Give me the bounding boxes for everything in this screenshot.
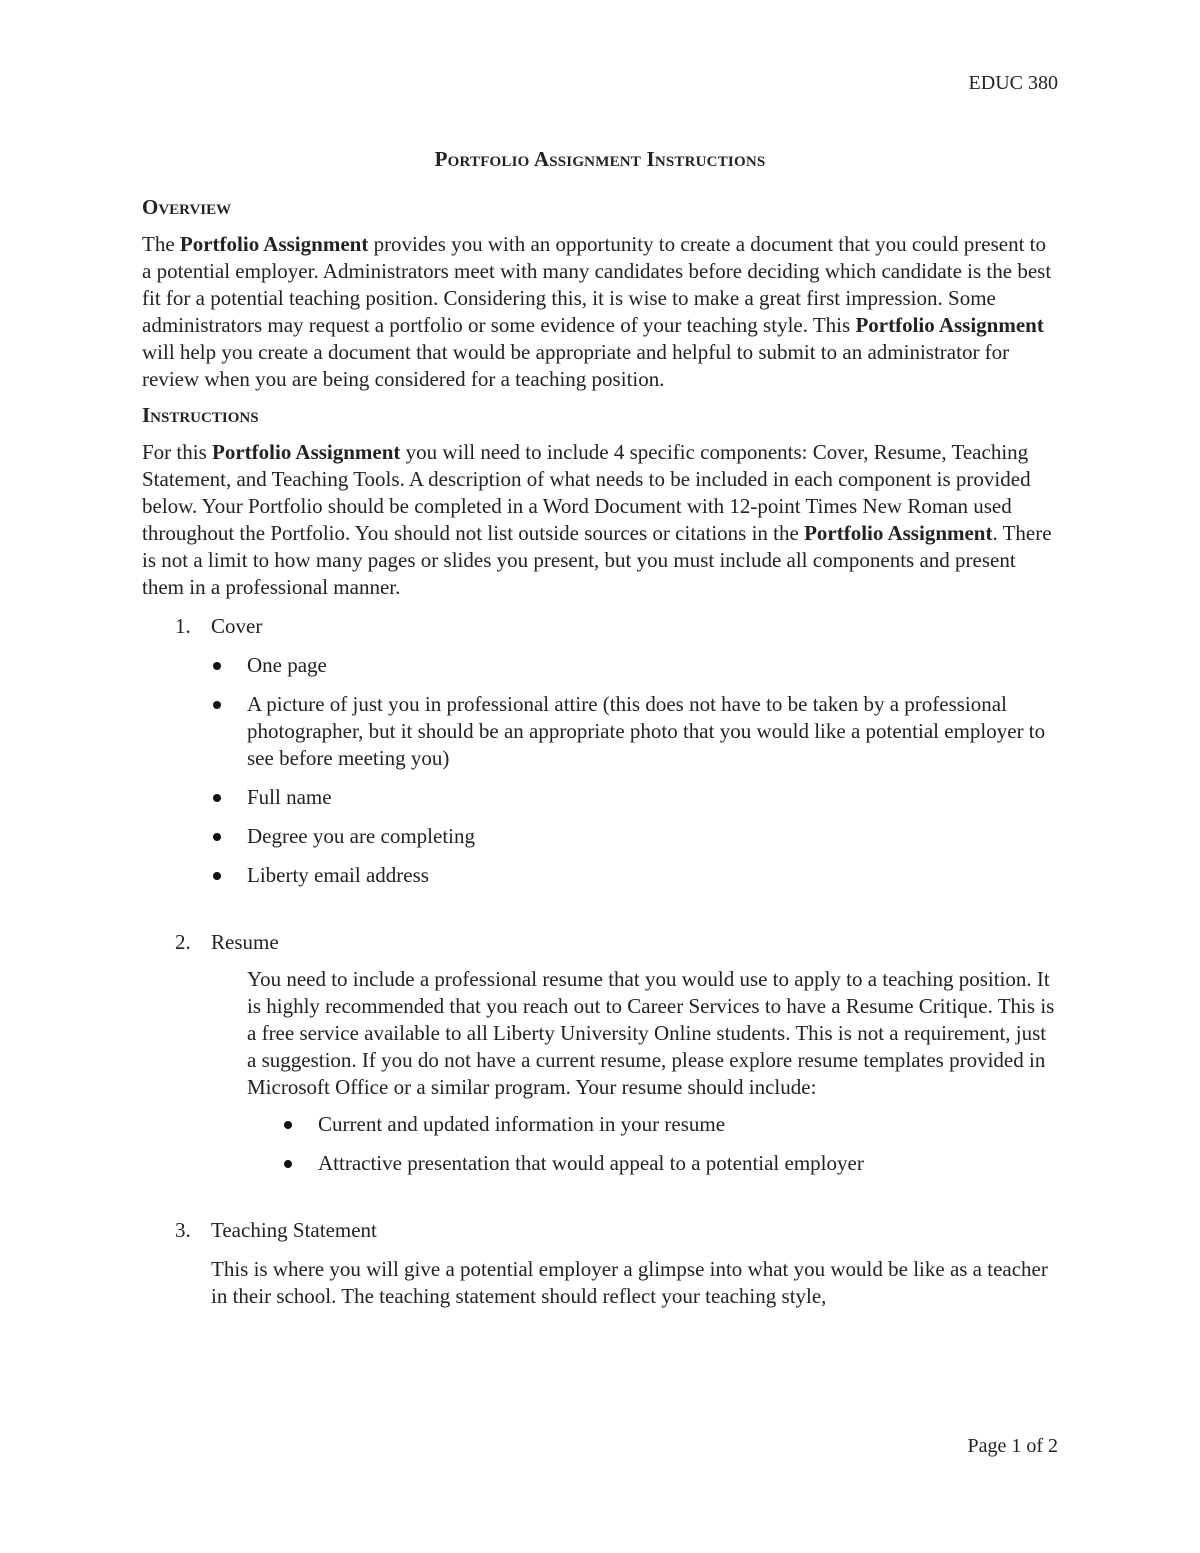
bold-term: Portfolio Assignment xyxy=(212,440,401,464)
bullet-icon xyxy=(213,662,221,670)
bullet-icon xyxy=(213,794,221,802)
list-item xyxy=(142,862,1060,889)
teaching-statement-paragraph: This is where you will give a potential employer a glimpse into what you would be like as a teacher in their school. The teaching statement should reflect your teaching style, xyxy=(211,1257,1048,1308)
text-run: you will need to include 4 specific components: Cover, Resume, Teaching Statement, and Teaching Tools. A description of what needs to be included in each component is provided below. Your Portfolio should be completed in a Word Document with 12-point Times New Roman used throughout the Portfolio. You should not list outside sources or citations in the xyxy=(142,440,1031,545)
bullet-icon xyxy=(284,1121,292,1129)
list-item-text: Attractive presentation that would appeal to a potential employer xyxy=(318,1151,864,1175)
list-item-text: One page xyxy=(247,653,327,677)
list-item-text: A picture of just you in professional attire (this does not have to be taken by a professional photographer, but it should be an appropriate photo that you would like a potential employer to see before meeting you) xyxy=(247,692,1046,770)
text-run: provides you with an opportunity to create a document that you could present to a potential employer. Administrators meet with many candidates before deciding which candidate is the best fit for a potential teaching position. Considering this, it is wise to make a great first impression. Some administrators may request a portfolio or some evidence of your teaching style. This xyxy=(142,232,1052,337)
instructions-paragraph xyxy=(142,439,1060,601)
list-item xyxy=(142,1111,1060,1138)
list-item xyxy=(142,784,1060,811)
bullet-icon xyxy=(284,1160,292,1168)
list-item-text: Current and updated information in your resume xyxy=(318,1112,726,1136)
list-item xyxy=(142,1150,1060,1177)
item-number: 3. xyxy=(175,1218,191,1242)
item-label: Cover xyxy=(211,614,263,638)
list-item xyxy=(142,652,1060,679)
bullet-icon xyxy=(213,701,221,709)
page-number: Page 1 of 2 xyxy=(967,1435,1058,1457)
item-label: Resume xyxy=(211,930,279,954)
list-item-text: Full name xyxy=(247,785,332,809)
list-item-text: Liberty email address xyxy=(247,863,429,887)
text-run: will help you create a document that would be appropriate and helpful to submit to an administrator for review when you are being considered for a teaching position. xyxy=(142,340,1010,391)
overview-heading: Overview xyxy=(142,195,232,219)
overview-paragraph xyxy=(142,231,1060,393)
component-resume xyxy=(142,929,1060,956)
item-label: Teaching Statement xyxy=(211,1218,377,1242)
document-body xyxy=(142,194,1060,1310)
list-item-text: Degree you are completing xyxy=(247,824,475,848)
list-item xyxy=(142,691,1060,772)
component-cover xyxy=(142,613,1060,640)
page-title: Portfolio Assignment Instructions xyxy=(434,147,766,171)
cover-bullet-list xyxy=(142,652,1060,889)
bold-term: Portfolio Assignment xyxy=(804,521,993,545)
bold-term: Portfolio Assignment xyxy=(855,313,1044,337)
item-number: 1. xyxy=(175,614,191,638)
text-run: For this xyxy=(142,440,213,464)
instructions-heading: Instructions xyxy=(142,403,259,427)
resume-paragraph: You need to include a professional resume that you would use to apply to a teaching position. It is highly recommended that you reach out to Career Services to have a Resume Critique. This is a free service available to all Liberty University Online students. This is not a requirement, just a suggestion. If you do not have a current resume, please explore resume templates provided in Microsoft Office or a similar program. Your resume should include: xyxy=(247,967,1055,1099)
item-number: 2. xyxy=(175,930,191,954)
component-teaching-statement xyxy=(142,1217,1060,1244)
text-run: . There is not a limit to how many pages or slides you present, but you must include all components and present them in a professional manner. xyxy=(142,521,1052,599)
course-code: EDUC 380 xyxy=(968,72,1058,94)
resume-bullet-list xyxy=(142,1111,1060,1177)
bullet-icon xyxy=(213,872,221,880)
bullet-icon xyxy=(213,833,221,841)
list-item xyxy=(142,823,1060,850)
text-run: The xyxy=(142,232,180,256)
bold-term: Portfolio Assignment xyxy=(179,232,369,256)
